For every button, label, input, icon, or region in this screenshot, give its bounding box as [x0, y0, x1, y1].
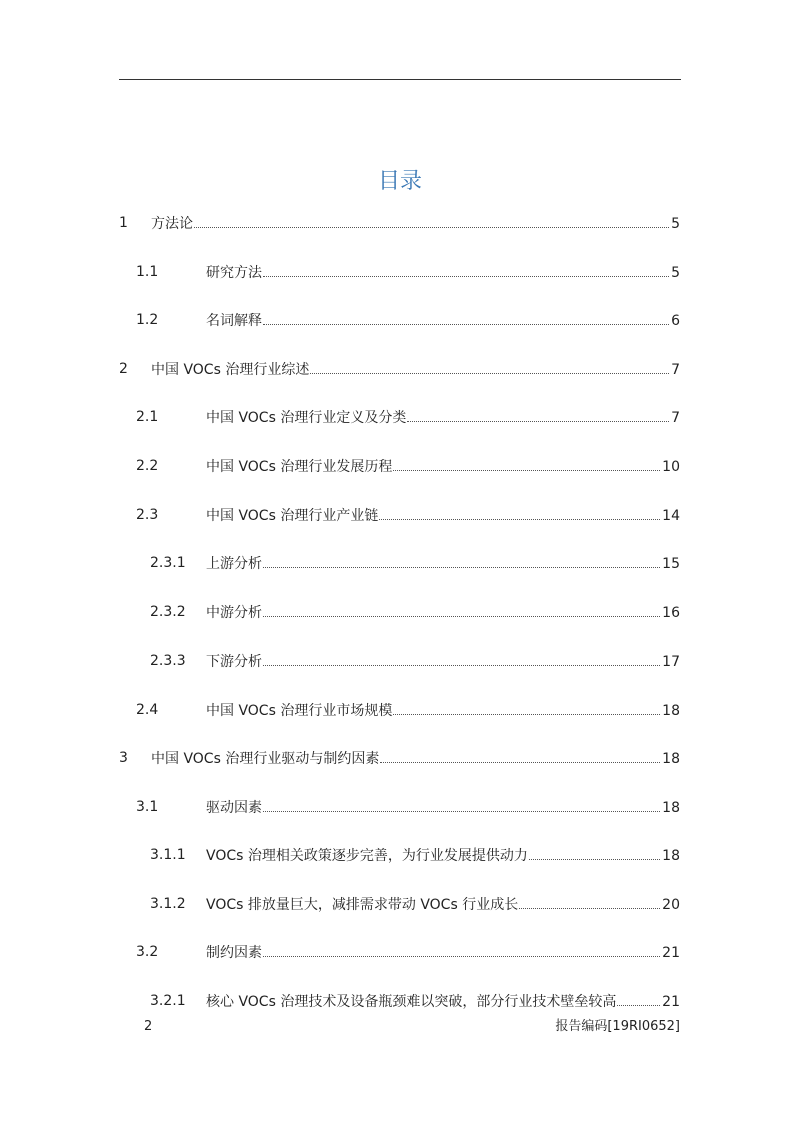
toc-entry-text: 中国 VOCs 治理行业驱动与制约因素 [151, 751, 380, 767]
toc-entry-number: 3.1.2 [150, 896, 186, 912]
toc-leader-dots [407, 407, 669, 422]
toc-entry-text: 中国 VOCs 治理行业综述 [151, 362, 310, 378]
toc-entry-number: 2.3.2 [150, 604, 186, 620]
toc-entry-text: 驱动因素 [206, 800, 262, 816]
toc-entry-page: 18 [662, 800, 680, 816]
toc-entry-number: 3.1 [136, 799, 159, 815]
toc-entry-text: 制约因素 [206, 945, 262, 961]
toc-leader-dots [263, 797, 660, 812]
toc-entry-page: 18 [662, 703, 680, 719]
toc-entry-3-2[interactable] [119, 942, 680, 962]
toc-entry-2[interactable] [119, 359, 680, 379]
toc-entry-text: 方法论 [151, 216, 193, 232]
toc-entry-2-3-1[interactable] [119, 553, 680, 573]
toc-entry-page: 20 [662, 897, 680, 913]
toc-entry-1-2[interactable] [119, 310, 680, 330]
header-rule [119, 79, 681, 80]
toc-leader-dots [263, 310, 669, 325]
toc-entry-number: 2.3 [136, 507, 159, 523]
footer-page-number: 2 [144, 1019, 153, 1034]
toc-entry-3-1-1[interactable] [119, 845, 680, 865]
toc-leader-dots [380, 748, 660, 763]
toc-entry-2-2[interactable] [119, 456, 680, 476]
toc-entry-text: 中国 VOCs 治理行业发展历程 [206, 459, 393, 475]
toc-entry-2-3-3[interactable] [119, 651, 680, 671]
toc-entry-text: 上游分析 [206, 556, 262, 572]
toc-entry-number: 2.1 [136, 409, 159, 425]
toc-leader-dots [519, 894, 660, 909]
toc-entry-page: 15 [662, 556, 680, 572]
toc-entry-page: 18 [662, 848, 680, 864]
toc-entry-3-1-2[interactable] [119, 894, 680, 914]
footer-report-code: 报告编码[19RI0652] [555, 1019, 680, 1034]
toc-leader-dots [310, 359, 669, 374]
toc-entry-page: 14 [662, 508, 680, 524]
toc-leader-dots [393, 456, 660, 471]
toc-leader-dots [263, 602, 660, 617]
toc-entry-text: 中游分析 [206, 605, 262, 621]
toc-entry-text: 研究方法 [206, 265, 262, 281]
toc-entry-page: 5 [671, 216, 680, 232]
toc-entry-1-1[interactable] [119, 262, 680, 282]
toc-entry-page: 6 [671, 313, 680, 329]
toc-leader-dots [263, 262, 669, 277]
toc-entry-number: 2.4 [136, 702, 159, 718]
toc-title: 目录 [377, 169, 422, 194]
toc-entry-page: 18 [662, 751, 680, 767]
toc-entry-number: 1.2 [136, 312, 159, 328]
toc-leader-dots [393, 700, 660, 715]
toc-entry-text: 中国 VOCs 治理行业定义及分类 [206, 410, 407, 426]
toc-entry-page: 17 [662, 654, 680, 670]
toc-entry-number: 2.3.1 [150, 555, 186, 571]
toc-entry-2-3[interactable] [119, 505, 680, 525]
toc-entry-3-2-1[interactable] [119, 991, 680, 1011]
toc-entry-page: 5 [671, 265, 680, 281]
toc-entry-2-3-2[interactable] [119, 602, 680, 622]
toc-entry-number: 1.1 [136, 264, 159, 280]
toc-entry-page: 21 [662, 994, 680, 1010]
toc-entry-page: 21 [662, 945, 680, 961]
toc-leader-dots [617, 991, 660, 1006]
toc-entry-page: 7 [671, 410, 680, 426]
toc-entry-number: 1 [119, 215, 128, 231]
toc-entry-number: 2.2 [136, 458, 159, 474]
toc-entry-text: 核心 VOCs 治理技术及设备瓶颈难以突破，部分行业技术壁垒较高 [206, 994, 617, 1010]
toc-entry-text: 中国 VOCs 治理行业市场规模 [206, 703, 393, 719]
toc-entry-text: VOCs 治理相关政策逐步完善，为行业发展提供动力 [206, 848, 528, 864]
toc-entry-number: 3.2 [136, 944, 159, 960]
toc-entry-text: 名词解释 [206, 313, 262, 329]
toc-entry-number: 3 [119, 750, 128, 766]
toc-entry-number: 2.3.3 [150, 653, 186, 669]
toc-entry-number: 3.2.1 [150, 993, 186, 1009]
toc-entry-1[interactable] [119, 213, 680, 233]
toc-entry-text: VOCs 排放量巨大，减排需求带动 VOCs 行业成长 [206, 897, 519, 913]
toc-leader-dots [263, 942, 660, 957]
toc-entry-3-1[interactable] [119, 797, 680, 817]
toc-entry-page: 10 [662, 459, 680, 475]
toc-entry-text: 中国 VOCs 治理行业产业链 [206, 508, 379, 524]
toc-leader-dots [194, 213, 669, 228]
toc-entry-page: 16 [662, 605, 680, 621]
toc-entry-3[interactable] [119, 748, 680, 768]
toc-leader-dots [379, 505, 660, 520]
toc-entry-text: 下游分析 [206, 654, 262, 670]
toc-leader-dots [263, 651, 660, 666]
toc-entry-page: 7 [671, 362, 680, 378]
toc-leader-dots [529, 845, 660, 860]
toc-entry-2-1[interactable] [119, 407, 680, 427]
toc-entry-number: 2 [119, 361, 128, 377]
toc-entry-2-4[interactable] [119, 700, 680, 720]
toc-leader-dots [263, 553, 660, 568]
toc-entry-number: 3.1.1 [150, 847, 186, 863]
